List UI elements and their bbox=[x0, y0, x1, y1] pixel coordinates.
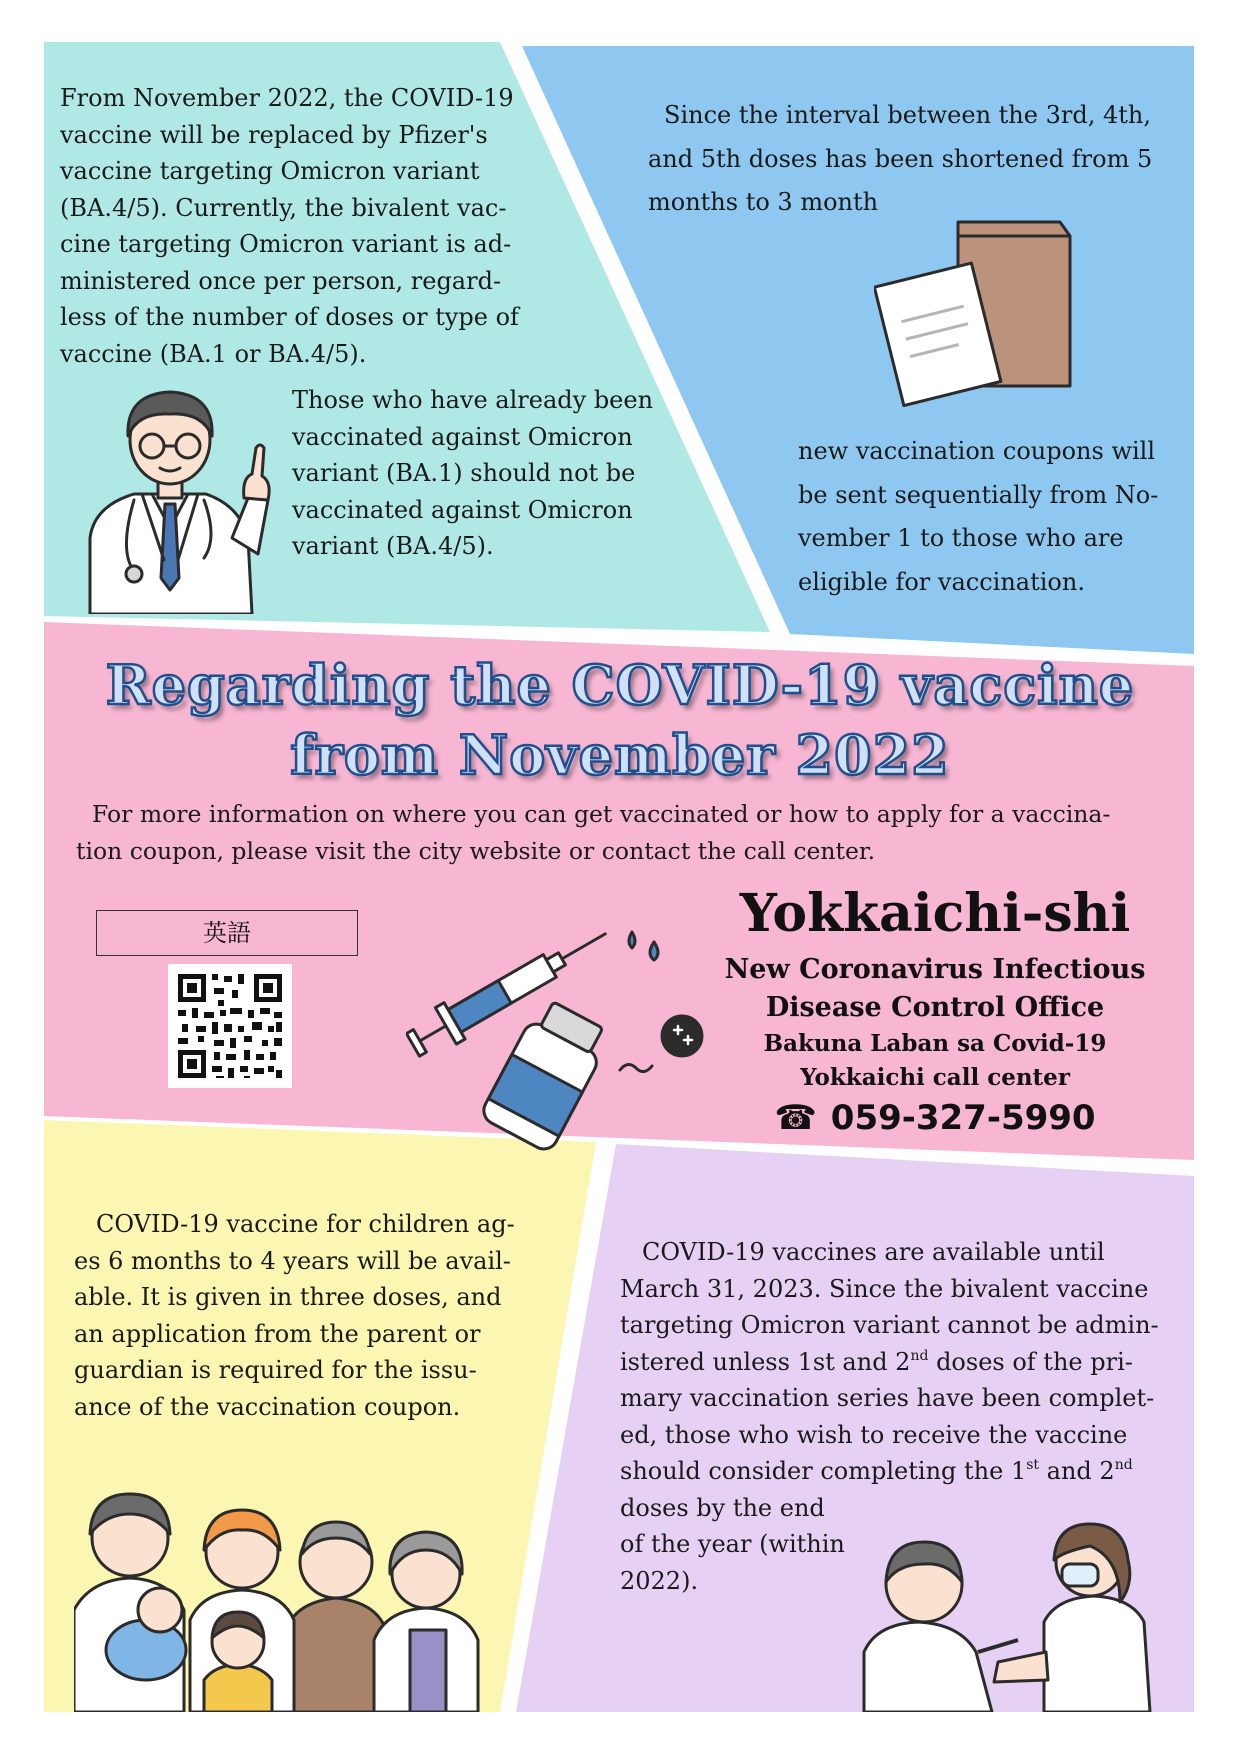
ba1-note-text: Those who have already been vaccinated against Omicron variant (BA.1) should not be vaccinated against Omicron variant (BA.4/5). bbox=[292, 386, 654, 560]
nurse-vaccination-illustration bbox=[858, 1512, 1170, 1712]
page-title: Regarding the COVID-19 vaccine from November 2022 bbox=[105, 653, 1135, 787]
call-center-line1: Bakuna Laban sa Covid-19 bbox=[763, 1030, 1107, 1057]
doctor-illustration bbox=[72, 378, 282, 614]
qr-language-label: 英語 bbox=[96, 910, 358, 956]
availability-text: COVID-19 vaccines are available until March 31, 2023. Since the bivalent vaccine targeting Omicron variant cannot be admin- istered unless 1st and 2nd doses of the pri- mary vaccination series have been complet- ed, those who wish to receive the vaccine should consider completing the 1st and 2nd doses by the end of the year (within 2022). bbox=[620, 1238, 1159, 1595]
more-info-text: For more information on where you can get vaccinated or how to apply for a vaccina- tion coupon, please visit the city website or contact the call center. bbox=[76, 800, 1111, 865]
office-name-line2: Disease Control Office bbox=[765, 992, 1105, 1023]
syringe-vial-illustration bbox=[406, 920, 706, 1160]
call-center-line2: Yokkaichi call center bbox=[800, 1064, 1070, 1091]
family-illustration bbox=[74, 1480, 494, 1712]
children-vaccine-text: COVID-19 vaccine for children ag- es 6 months to 4 years will be avail- able. It is given in three doses, and an application from the parent or guardian is required for the issu- ance of the vaccination coupon. bbox=[74, 1210, 515, 1421]
city-name: Yokkaichi-shi bbox=[739, 883, 1131, 944]
office-name-line1: New Coronavirus Infectious bbox=[724, 954, 1146, 985]
envelope-letter-icon bbox=[874, 218, 1074, 418]
phone-icon: ☎ bbox=[774, 1098, 817, 1138]
coupon-text: new vaccination coupons will be sent sequentially from No- vember 1 to those who are eligible for vaccination. bbox=[798, 437, 1159, 596]
interval-shortened-text: Since the interval between the 3rd, 4th, and 5th doses has been shortened from 5 months to 3 month bbox=[648, 101, 1153, 216]
phone-number[interactable]: 059-327-5990 bbox=[830, 1098, 1096, 1138]
phone-row bbox=[700, 1096, 1170, 1140]
omicron-replacement-text: From November 2022, the COVID-19 vaccine will be replaced by Pfizer's vaccine targeting Omicron variant (BA.4/5). Currently, the bivalent vac- cine targeting Omicron variant is ad- ministered once per person, regard- less of the number of doses or type of vaccine (BA.1 or BA.4/5). bbox=[60, 84, 519, 368]
qr-code[interactable] bbox=[168, 964, 292, 1088]
